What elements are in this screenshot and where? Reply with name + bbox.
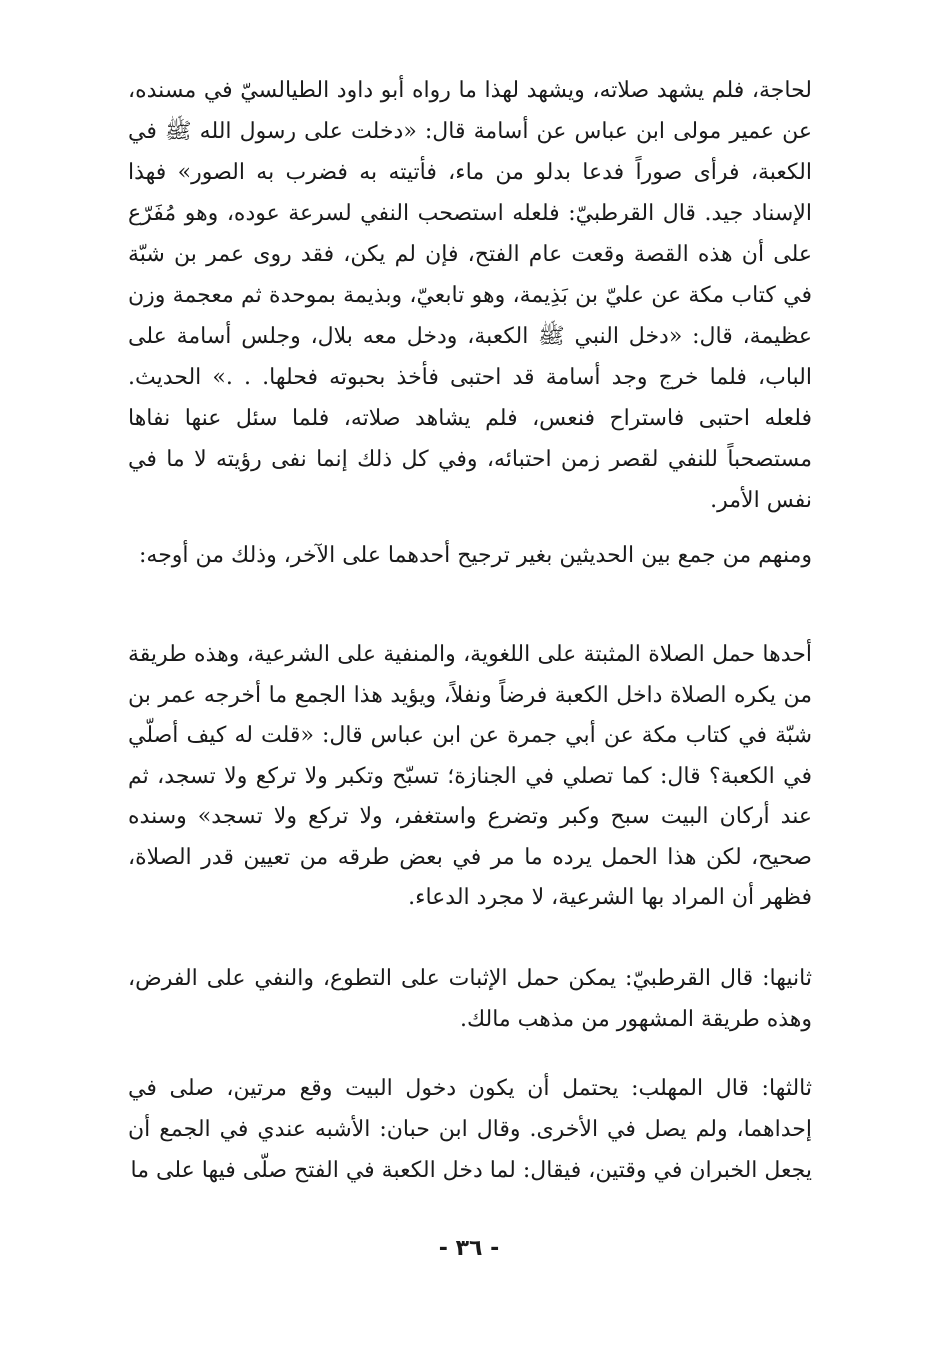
paragraph-4: ثانيها: قال القرطبيّ: يمكن حمل الإثبات على التطوع، والنفي على الفرض، وهذه طريقة المشهور من مذهب مالك. [128, 966, 812, 1032]
paragraph-2: ومنهم من جمع بين الحديثين بغير ترجيح أحدهما على الآخر، وذلك من أوجه: [138, 543, 812, 568]
paragraph-3: أحدها حمل الصلاة المثبتة على اللغوية، والمنفية على الشرعية، وهذه طريقة من يكره الصلاة داخل الكعبة فرضاً ونفلاً، ويؤيد هذا الجمع ما أخرجه عمر بن شبّة في كتاب مكة عن أبي جمرة عن ابن عباس قال: «قلت له كيف أصلّي في الكعبة؟ قال: كما تصلي في الجنازة؛ تسبّح وتكبر ولا تركع ولا تسجد، ثم عند أركان البيت سبح وكبر وتضرع واستغفر، ولا تركع ولا تسجد» وسنده صحيح، لكن هذا الحمل يرده ما مر في بعض طرقه من تعيين قدر الصلاة، فظهر أن المراد بها الشرعية، لا مجرد الدعاء. [128, 642, 813, 910]
paragraph-1: لحاجة، فلم يشهد صلاته، ويشهد لهذا ما رواه أبو داود الطيالسيّ في مسنده، عن عمير مولى ابن عباس عن أسامة قال: «دخلت على رسول الله ﷺ في الكعبة، فرأى صوراً فدعا بدلو من ماء، فأتيته به فضرب به الصور» فهذا الإسناد جيد. قال القرطبيّ: فلعله استصحب النفي لسرعة عوده، وهو مُفَرّع على أن هذه القصة وقعت عام الفتح، فإن لم يكن، فقد روى عمر بن شبّة في كتاب مكة عن عليّ بن بَذِيمة، وهو تابعيّ، وبذيمة بموحدة ثم معجمة وزن عظيمة، قال: «دخل النبي ﷺ الكعبة، ودخل معه بلال، وجلس أسامة على الباب، فلما خرج وجد أسامة قد احتبى فأخذ بحبوته فحلها. . .» الحديث. فلعله احتبى فاستراح فنعس، فلم يشاهد صلاته، فلما سئل عنها نفاها مستصحباً للنفي لقصر زمن احتبائه، وفي كل ذلك إنما نفى رؤيته لا ما في نفس الأمر. [128, 78, 812, 513]
paragraph-5: ثالثها: قال المهلب: يحتمل أن يكون دخول البيت وقع مرتين، صلى في إحداهما، ولم يصل في الأخرى. وقال ابن حبان: الأشبه عندي في الجمع أن يجعل الخبران في وقتين، فيقال: لما دخل الكعبة في الفتح صلّى فيها على ما [128, 1076, 812, 1183]
page-number: - ٣٦ - [438, 1236, 500, 1261]
